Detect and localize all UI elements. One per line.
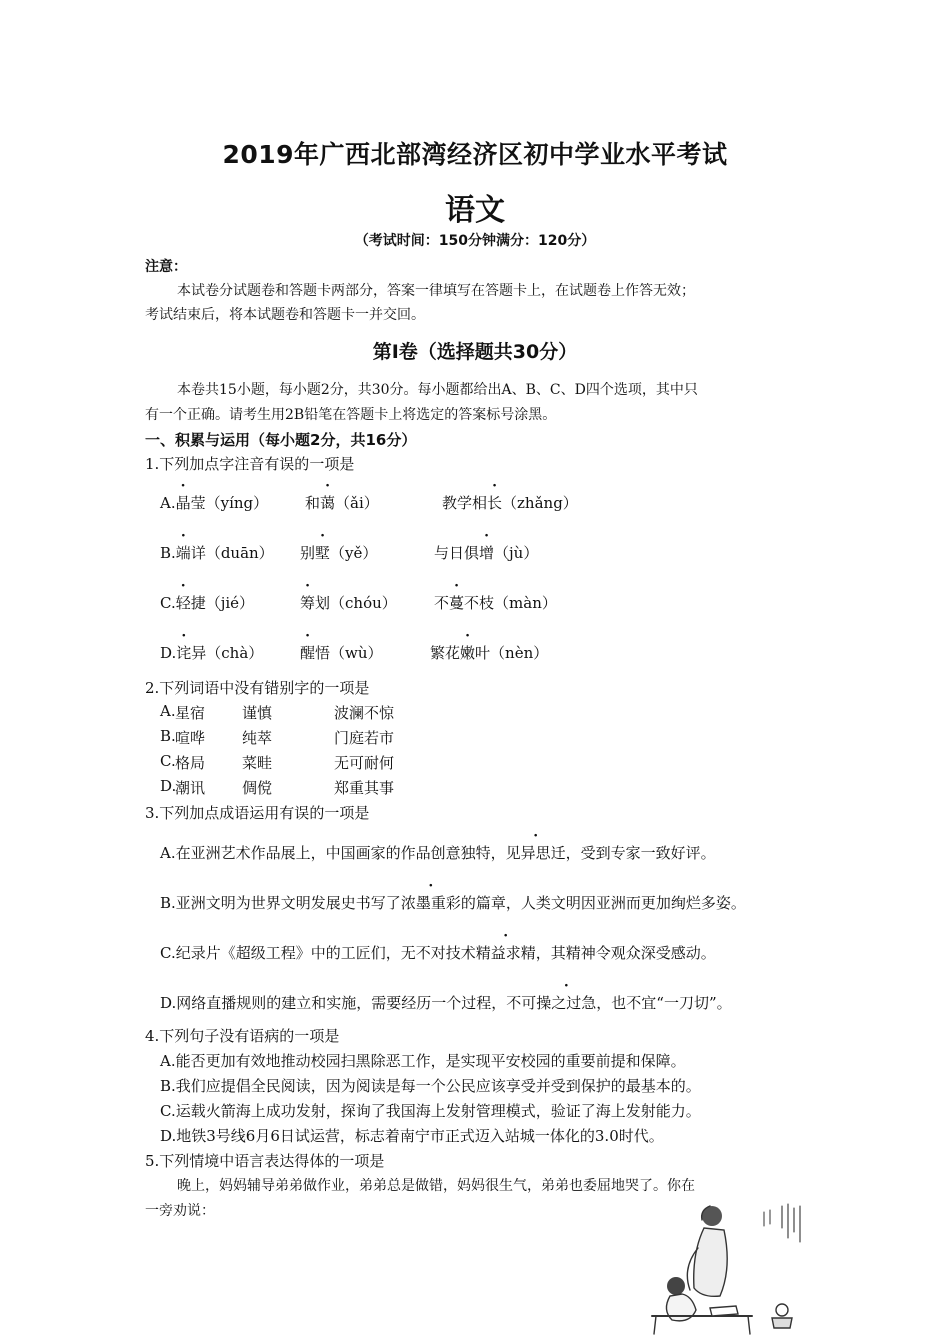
q5-paragraph-line-1: 晚上，妈妈辅导弟弟做作业，弟弟总是做错，妈妈很生气，弟弟也委屈地哭了。你在	[177, 1178, 695, 1194]
q1-stem: 1.下列加点字注音有误的一项是	[145, 455, 355, 473]
dotted-char: 增	[479, 544, 495, 562]
q1-option-c-word-2	[300, 592, 397, 613]
option-text: （zhǎng）	[502, 494, 578, 512]
q2-option-c-word-3: 无可耐何	[334, 754, 395, 772]
dotted-char: 筹	[300, 594, 316, 612]
option-text: 详（duān）	[190, 544, 274, 562]
option-text: 悟（wù）	[315, 644, 383, 662]
q2-option-d-word-1: 潮讯	[175, 779, 206, 797]
option-letter: D.	[160, 644, 177, 662]
q2-option-b-word-3: 门庭若市	[334, 729, 395, 747]
q2-option-d-word-3: 郑重其事	[334, 779, 395, 797]
q4-option-b: B.我们应提倡全民阅读，因为阅读是每一个公民应该享受并受到保护的最基本的。	[160, 1077, 701, 1095]
dotted-idiom: 精益求精	[475, 944, 536, 962]
dotted-char: 蔼	[320, 494, 336, 512]
dotted-idiom: 浓墨重彩	[400, 894, 461, 912]
dotted-char: 墅	[315, 544, 331, 562]
q2-stem: 2.下列词语中没有错别字的一项是	[145, 679, 370, 697]
dotted-idiom: 见异思迁	[505, 844, 566, 862]
option-text: 与日俱	[434, 544, 480, 562]
option-text: 别	[300, 544, 316, 562]
dotted-char: 醒	[300, 644, 316, 662]
q3-option-b	[160, 892, 746, 913]
notice-line-1: 本试卷分试题卷和答题卡两部分，答案一律填写在答题卡上，在试题卷上作答无效；	[177, 283, 695, 299]
option-text: （jù）	[494, 544, 539, 562]
dotted-char: 蔓	[449, 594, 465, 612]
option-letter: C.	[160, 944, 176, 962]
dotted-char: 嫩	[460, 644, 476, 662]
option-text: （ǎi）	[335, 494, 379, 512]
volume-intro-line-2: 有一个正确。请考生用2B铅笔在答题卡上将选定的答案标号涂黑。	[145, 407, 557, 423]
q1-option-c-word-3	[434, 592, 557, 613]
q4-option-d: D.地铁3号线6月6日试运营，标志着南宁市正式迈入站城一体化的3.0时代。	[160, 1127, 664, 1145]
q1-option-d-word-2	[300, 642, 383, 663]
option-text: 繁花	[430, 644, 461, 662]
option-text: 教学相	[442, 494, 488, 512]
q5-paragraph-line-2: 一旁劝说：	[145, 1203, 215, 1219]
q4-option-c: C.运载火箭海上成功发射，探询了我国海上发射管理模式，验证了海上发射能力。	[160, 1102, 701, 1120]
dotted-char: 端	[175, 544, 191, 562]
q2-option-b-letter: B.	[160, 727, 176, 745]
q3-option-a	[160, 842, 716, 863]
q1-option-a-word-3	[442, 492, 578, 513]
subject-title: 语文	[445, 193, 505, 228]
option-text: 纪录片《超级工程》中的工匠们，无不对技术	[175, 944, 476, 962]
dotted-char: 晶	[175, 494, 191, 512]
q2-option-d-letter: D.	[160, 777, 177, 795]
option-text: 划（chóu）	[315, 594, 397, 612]
q4-option-a: A.能否更加有效地推动校园扫黑除恶工作，是实现平安校园的重要前提和保障。	[160, 1052, 686, 1070]
volume-title: 第Ⅰ卷（选择题共30分）	[372, 341, 578, 363]
q2-option-a-word-2: 谨慎	[242, 704, 273, 722]
option-text: 的篇章，人类文明因亚洲而更加绚烂多姿。	[460, 894, 746, 912]
option-text: 网络直播规则的建立和实施，需要经历一个过程，不可	[176, 994, 537, 1012]
q1-option-d-word-3	[430, 642, 548, 663]
option-letter: B.	[160, 544, 176, 562]
q4-stem: 4.下列句子没有语病的一项是	[145, 1027, 340, 1045]
exam-info: （考试时间：150分钟满分：120分）	[354, 233, 596, 249]
option-letter: C.	[160, 594, 176, 612]
section-1-title: 一、积累与运用（每小题2分，共16分）	[145, 431, 417, 449]
option-letter: D.	[160, 994, 177, 1012]
option-text: 亚洲文明为世界文明发展史书写了	[175, 894, 401, 912]
q2-option-d-word-2: 倜傥	[242, 779, 273, 797]
q3-stem: 3.下列加点成语运用有误的一项是	[145, 804, 370, 822]
q2-option-c-word-1: 格局	[175, 754, 206, 772]
q1-option-b	[160, 542, 274, 563]
option-text: ，其精神令观众深受感动。	[535, 944, 716, 962]
q3-option-d	[160, 992, 732, 1013]
q1-option-a-word-2	[305, 492, 379, 513]
option-text: 不枝（màn）	[464, 594, 557, 612]
option-text: 异（chà）	[191, 644, 264, 662]
q2-option-b-word-1: 喧哗	[175, 729, 206, 747]
dotted-char: 轻	[175, 594, 191, 612]
option-text: 叶（nèn）	[475, 644, 549, 662]
option-text: 不	[434, 594, 450, 612]
q3-option-c	[160, 942, 716, 963]
option-text: 捷（jié）	[190, 594, 255, 612]
option-text: 和	[305, 494, 321, 512]
q2-option-a-letter: A.	[160, 702, 176, 720]
q2-option-b-word-2: 纯萃	[242, 729, 273, 747]
dotted-idiom: 操之过急	[536, 994, 597, 1012]
q5-stem: 5.下列情境中语言表达得体的一项是	[145, 1152, 385, 1170]
dotted-char: 诧	[176, 644, 192, 662]
q1-option-c	[160, 592, 254, 613]
q2-option-a-word-3: 波澜不惊	[334, 704, 395, 722]
ink-illustration	[632, 1198, 812, 1338]
q1-option-a	[160, 492, 268, 513]
volume-intro-line-1: 本卷共15小题，每小题2分，共30分。每小题都给出A、B、C、D四个选项，其中只	[177, 382, 698, 398]
q2-option-a-word-1: 星宿	[175, 704, 206, 722]
q1-option-d	[160, 642, 263, 663]
option-text: 在亚洲艺术作品展上，中国画家的作品创意独特，	[175, 844, 506, 862]
exam-title: 2019年广西北部湾经济区初中学业水平考试	[222, 140, 728, 169]
notice-label: 注意：	[145, 259, 187, 275]
option-text: 莹（yíng）	[190, 494, 269, 512]
q1-option-b-word-3	[434, 542, 538, 563]
option-letter: A.	[160, 494, 176, 512]
q1-option-b-word-2	[300, 542, 377, 563]
notice-line-2: 考试结束后，将本试题卷和答题卡一并交回。	[145, 307, 425, 323]
option-text: ，也不宜“一刀切”。	[596, 994, 732, 1012]
option-text: （yě）	[330, 544, 378, 562]
option-letter: A.	[160, 844, 176, 862]
dotted-char: 长	[487, 494, 503, 512]
option-letter: B.	[160, 894, 176, 912]
option-text: ，受到专家一致好评。	[565, 844, 716, 862]
q2-option-c-letter: C.	[160, 752, 176, 770]
q2-option-c-word-2: 菜畦	[242, 754, 273, 772]
